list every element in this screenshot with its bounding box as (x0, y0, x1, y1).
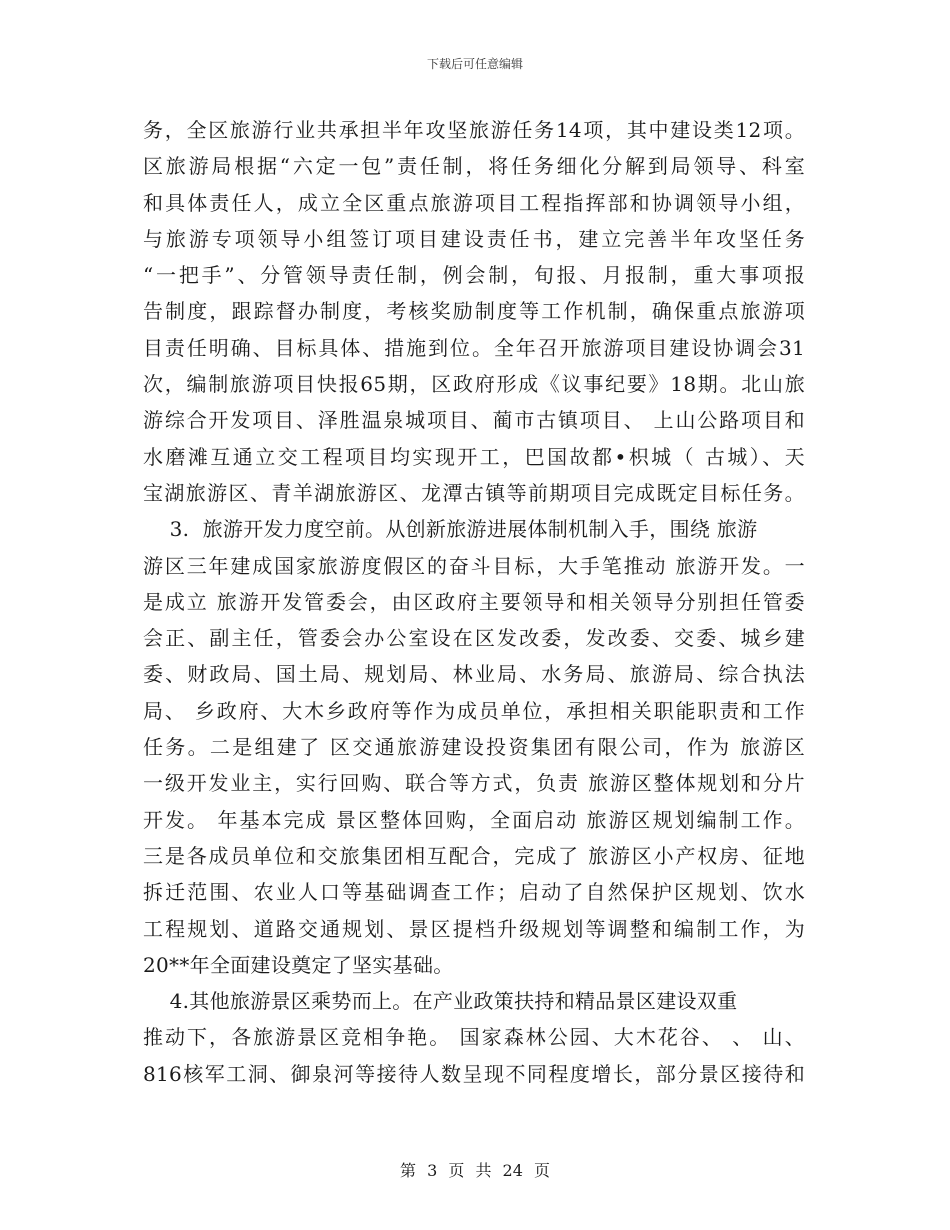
text-line: 与旅游专项领导小组签订项目建设责任书，建立完善半年攻坚任务 (143, 226, 805, 251)
text-line: 开发。 年基本完成 景区整体回购，全面启动 旅游区规划编制工作。 (143, 807, 805, 832)
text-line: 宝湖旅游区、青羊湖旅游区、龙潭古镇等前期项目完成既定目标任务。 (143, 480, 805, 505)
text-line: 和具体责任人，成立全区重点旅游项目工程指挥部和协调领导小组， (143, 190, 805, 215)
page-number-footer: 第 3 页 共 24 页 (400, 1161, 550, 1180)
text-line: 局、 乡政府、大木乡政府等作为成员单位，承担相关职能职责和工作 (143, 698, 805, 723)
text-line: 会正、副主任，管委会办公室设在区发改委，发改委、交委、城乡建 (143, 626, 805, 651)
text-line: 目责任明确、目标具体、措施到位。全年召开旅游项目建设协调会31 (143, 335, 805, 360)
text-line: 4.其他旅游景区乘势而上。在产业政策扶持和精品景区建设双重 (143, 989, 738, 1014)
text-line: 务，全区旅游行业共承担半年攻坚旅游任务14项，其中建设类12项。 (143, 118, 805, 142)
text-line: 委、财政局、国土局、规划局、林业局、水务局、旅游局、综合执法 (143, 662, 805, 687)
text-line: 推动下，各旅游景区竞相争艳。 国家森林公园、大木花谷、 、 山、 (143, 1025, 805, 1050)
document-body (143, 112, 805, 1092)
text-line: 工程规划、道路交通规划、景区提档升级规划等调整和编制工作，为 (143, 916, 805, 941)
text-line: 是成立 旅游开发管委会，由区政府主要领导和相关领导分别担任管委 (143, 589, 805, 614)
text-line: “一把手”、分管领导责任制，例会制，旬报、月报制，重大事项报 (143, 263, 805, 288)
text-line: 告制度，跟踪督办制度，考核奖励制度等工作机制，确保重点旅游项 (143, 299, 805, 324)
text-line: 3. 旅游开发力度空前。从创新旅游进展体制机制入手，围绕 旅游 (143, 517, 758, 542)
text-line: 区旅游局根据“六定一包”责任制，将任务细化分解到局领导、科室 (143, 154, 805, 179)
text-line: 游综合开发项目、泽胜温泉城项目、蔺市古镇项目、 上山公路项目和 (143, 408, 805, 433)
text-line: 游区三年建成国家旅游度假区的奋斗目标，大手笔推动 旅游开发。一 (143, 553, 805, 578)
page-header: 下载后可任意编辑 (426, 57, 523, 71)
text-line: 三是各成员单位和交旅集团相互配合，完成了 旅游区小产权房、征地 (143, 843, 805, 868)
text-line: 816核军工洞、御泉河等接待人数呈现不同程度增长，部分景区接待和 (143, 1061, 805, 1086)
text-line: 拆迁范围、农业人口等基础调查工作；启动了自然保护区规划、饮水 (143, 880, 805, 905)
text-line: 任务。二是组建了 区交通旅游建设投资集团有限公司，作为 旅游区 (143, 735, 805, 760)
text-line: 次，编制旅游项目快报65期，区政府形成《议事纪要》18期。北山旅 (143, 372, 805, 397)
text-line: 水磨滩互通立交工程项目均实现开工，巴国故都•枳城（ 古城）、天 (143, 444, 805, 469)
text-line: 20**年全面建设奠定了坚实基础。 (143, 952, 454, 977)
text-line: 一级开发业主，实行回购、联合等方式，负责 旅游区整体规划和分片 (143, 771, 805, 796)
